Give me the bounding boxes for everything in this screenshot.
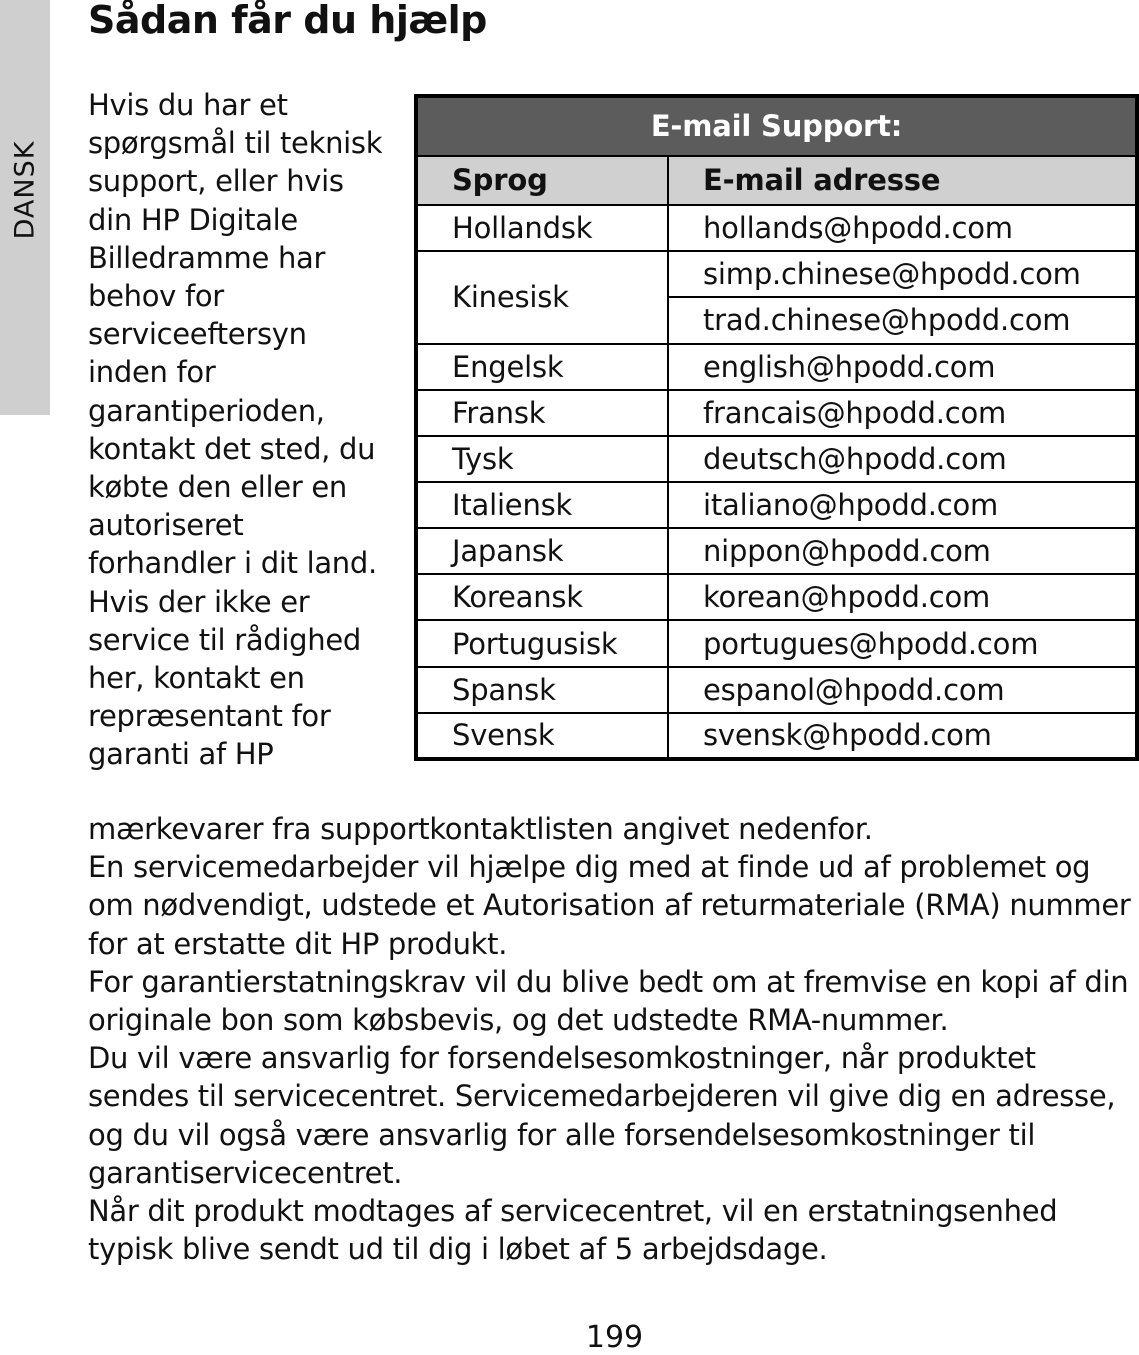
email-cell: francais@hpodd.com <box>668 390 1137 436</box>
language-cell: Koreansk <box>416 574 668 620</box>
language-cell: Kinesisk <box>416 251 668 343</box>
email-support-table <box>414 94 1139 761</box>
intro-paragraph: Hvis du har et spørgsmål til teknisk support, eller hvis din HP Digitale Billedramme har behov for serviceeftersyn inden for garantiperioden, kontakt det sted, du købte den eller en autoriseret forhandler i dit land. <box>88 88 383 581</box>
email-cell: svensk@hpodd.com <box>668 713 1137 759</box>
language-cell: Italiensk <box>416 482 668 528</box>
email-cell: korean@hpodd.com <box>668 574 1137 620</box>
intro-paragraph: Hvis der ikke er service til rådighed her, kontakt en repræsentant for garanti af HP <box>88 584 361 772</box>
body-paragraph: En servicemedarbejder vil hjælpe dig med at finde ud af problemet og om nødvendigt, udstede et Autorisation af returmateriale (RMA) nummer for at erstatte dit HP produkt. <box>88 850 1131 961</box>
language-column-header: Sprog <box>416 156 668 205</box>
email-cell: nippon@hpodd.com <box>668 528 1137 574</box>
table-row <box>416 574 1137 620</box>
language-cell: Hollandsk <box>416 205 668 251</box>
language-cell: Svensk <box>416 713 668 759</box>
language-cell: Fransk <box>416 390 668 436</box>
table-row <box>416 667 1137 713</box>
table-title: E-mail Support: <box>416 96 1137 156</box>
table-row <box>416 251 1137 297</box>
table-row <box>416 205 1137 251</box>
table-title-row <box>416 96 1137 156</box>
language-cell: Portugusisk <box>416 620 668 666</box>
table-row <box>416 713 1137 759</box>
page-title: Sådan får du hjælp <box>88 0 487 42</box>
email-cell: portugues@hpodd.com <box>668 620 1137 666</box>
body-paragraph: For garantierstatningskrav vil du blive bedt om at fremvise en kopi af din originale bon som købsbevis, og det udstedte RMA-nummer. <box>88 964 1129 1038</box>
table-row <box>416 620 1137 666</box>
body-paragraph: mærkevarer fra supportkontaktlisten angivet nedenfor. <box>88 812 873 846</box>
table-row <box>416 528 1137 574</box>
language-cell: Japansk <box>416 528 668 574</box>
table-header-row <box>416 156 1137 205</box>
table-row <box>416 436 1137 482</box>
language-side-tab <box>0 0 50 415</box>
email-cell: deutsch@hpodd.com <box>668 436 1137 482</box>
email-cell: hollands@hpodd.com <box>668 205 1137 251</box>
language-cell: Engelsk <box>416 344 668 390</box>
email-cell: espanol@hpodd.com <box>668 667 1137 713</box>
email-cell: simp.chinese@hpodd.com <box>668 251 1137 297</box>
body-paragraph: Du vil være ansvarlig for forsendelsesomkostninger, når produktet sendes til servicecentret. Servicemedarbejderen vil give dig en adresse, og du vil også være ansvarlig for alle forsendelsesomkostninger til garantiservicecentret. <box>88 1041 1116 1190</box>
page-number: 199 <box>585 1320 644 1355</box>
email-cell: english@hpodd.com <box>668 344 1137 390</box>
language-cell: Tysk <box>416 436 668 482</box>
table-row <box>416 344 1137 390</box>
language-tab-label: DANSK <box>9 140 41 240</box>
body-text <box>88 810 1138 1268</box>
email-cell: trad.chinese@hpodd.com <box>668 297 1137 343</box>
table-row <box>416 482 1137 528</box>
body-paragraph: Når dit produkt modtages af servicecentret, vil en erstatningsenhed typisk blive sendt ud til dig i løbet af 5 arbejdsdage. <box>88 1194 1058 1267</box>
table-row <box>416 390 1137 436</box>
email-column-header: E-mail adresse <box>668 156 1137 205</box>
email-cell: italiano@hpodd.com <box>668 482 1137 528</box>
language-cell: Spansk <box>416 667 668 713</box>
intro-text <box>88 86 388 774</box>
